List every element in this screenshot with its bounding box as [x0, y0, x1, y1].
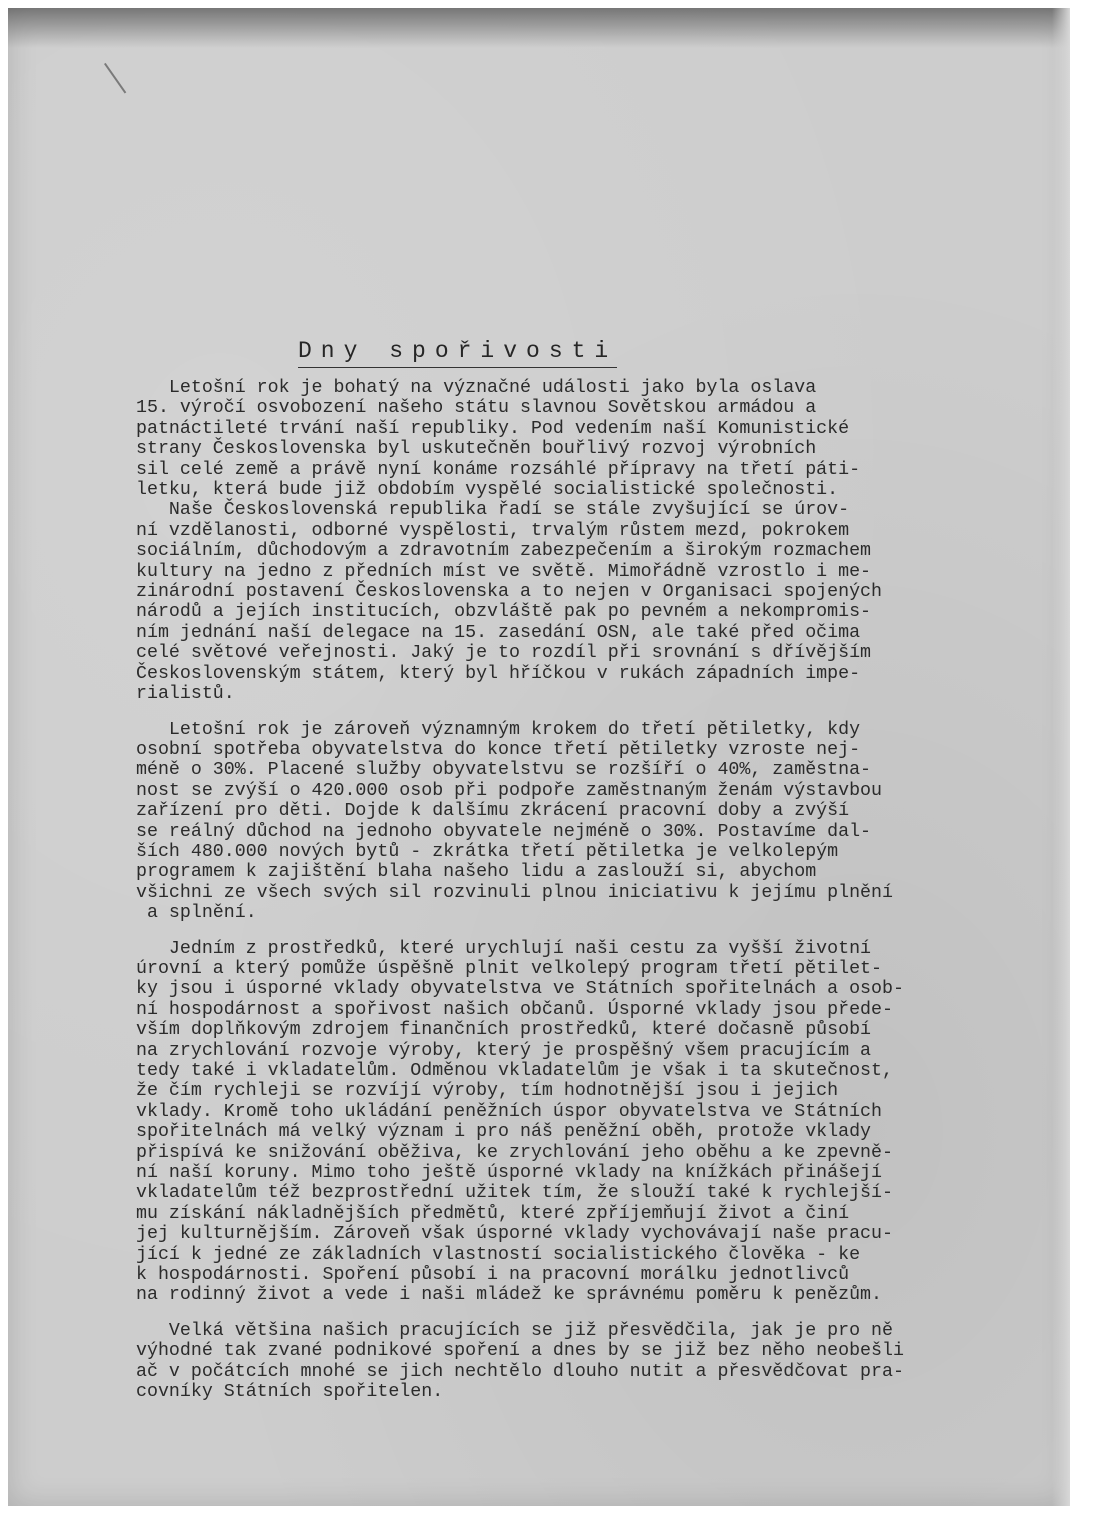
text-line: přispívá ke snižování oběživa, ke zrychlování jeho oběhu a ke zpevně- — [136, 1142, 893, 1163]
text-line: jej kulturnějším. Zároveň však úsporné vklady vychovávají naše pracu- — [136, 1224, 893, 1245]
text-line: ní naší koruny. Mimo toho ještě úsporné vklady na knížkách přinášejí — [136, 1163, 882, 1184]
text-line: letku, která bude již obdobím vyspělé socialistické společnosti. — [136, 480, 839, 501]
document-body — [136, 378, 1031, 1418]
text-line: Velká většina našich pracujících se již přesvědčila, jak je pro ně — [136, 1320, 893, 1341]
text-line: sociálním, důchodovým a zdravotním zabezpečením a širokým rozmachem — [136, 541, 872, 562]
text-line: tedy také i vkladatelům. Odměnou vkladatelům je však i ta skutečnost, — [136, 1061, 893, 1081]
text-line: méně o 30%. Placené služby obyvatelstvu se rozšíří o 40%, zaměstna- — [136, 760, 872, 781]
paragraph-3 — [136, 939, 1031, 1306]
text-line: zinárodní postavení Československa a to nejen v Organisaci spojených — [136, 582, 882, 603]
text-line: Letošní rok je bohatý na význačné události jako byla oslava — [136, 378, 817, 398]
text-line: ky jsou i úsporné vklady obyvatelstva ve Státních spořitelnách a osob- — [136, 979, 904, 1000]
text-line: národů a jejích institucích, obzvláště pak po pevném a nekompromis- — [136, 602, 872, 623]
paragraph-1 — [136, 378, 1031, 705]
paragraph-2 — [136, 720, 1031, 924]
text-line: patnáctileté trvání naší republiky. Pod vedením naší Komunistické — [136, 418, 850, 439]
text-line: mu získání nákladnějších předmětů, které zpříjemňují život a činí — [136, 1203, 850, 1224]
text-line: celé světové veřejnosti. Jaký je to rozdíl při srovnání s dřívějším — [136, 643, 872, 664]
text-line: strany Československa byl uskutečněn bouřlivý rozvoj výrobních — [136, 439, 817, 460]
text-line: spořitelnách má velký význam i pro náš peněžní oběh, protože vklady — [136, 1122, 872, 1143]
text-line: ní hospodárnost a spořivost našich občanů. Úsporné vklady jsou přede- — [136, 999, 893, 1020]
text-line: a splnění. — [136, 903, 257, 924]
text-line: jící k jedné ze základních vlastností socialistického člověka - ke — [136, 1244, 861, 1265]
text-line: výhodné tak zvané podnikové spoření a dnes by se již bez něho neobešli — [136, 1341, 904, 1362]
text-line: Letošní rok je zároveň významným krokem do třetí pětiletky, kdy — [136, 719, 861, 740]
text-line: sil celé země a právě nyní konáme rozsáhlé přípravy na třetí páti- — [136, 459, 861, 480]
scan-top-edge — [8, 8, 1070, 48]
text-line: ač v počátcích mnohé se jich nechtělo dlouho nutit a přesvědčovat pra- — [136, 1361, 904, 1382]
text-line: covníky Státních spořitelen. — [136, 1382, 444, 1403]
text-line: osobní spotřeba obyvatelstva do konce třetí pětiletky vzroste nej- — [136, 739, 861, 760]
text-line: rialistů. — [136, 684, 235, 705]
text-line: 15. výročí osvobození našeho státu slavnou Sovětskou armádou a — [136, 398, 817, 419]
document-title: Dny spořivosti — [298, 338, 617, 368]
text-line: ších 480.000 nových bytů - zkrátka třetí pětiletka je velkolepým — [136, 841, 839, 862]
text-line: vším doplňkovým zdrojem finančních prostředků, které dočasně působí — [136, 1020, 872, 1041]
text-line: na rodinný život a vede i naši mládež ke správnému poměru k penězům. — [136, 1285, 882, 1306]
text-line: že čím rychleji se rozvíjí výroby, tím hodnotnější jsou i jejich — [136, 1081, 839, 1102]
paragraph-4 — [136, 1321, 1031, 1403]
document-page — [8, 8, 1070, 1506]
text-line: kultury na jedno z předních míst ve světě. Mimořádně vzrostlo i me- — [136, 561, 872, 582]
text-line: na zrychlování rozvoje výroby, který je prospěšný všem pracujícím a — [136, 1040, 872, 1061]
text-line: zařízení pro děti. Dojde k dalšímu zkrácení pracovní doby a zvýší — [136, 801, 850, 822]
text-line: všichni ze všech svých sil rozvinuli plnou iniciativu k jejímu plnění — [136, 882, 893, 903]
text-line: programem k zajištění blaha našeho lidu a zaslouží si, abychom — [136, 862, 817, 883]
text-line: ní vzdělanosti, odborné vyspělosti, trvalým růstem mezd, pokrokem — [136, 520, 850, 541]
text-line: nost se zvýší o 420.000 osob při podpoře zaměstnaným ženám výstavbou — [136, 780, 882, 801]
text-line: Československým státem, který byl hříčkou v rukách západních impe- — [136, 663, 861, 684]
text-line: úrovní a který pomůže úspěšně plnit velkolepý program třetí pětilet- — [136, 958, 882, 979]
text-line: vklady. Kromě toho ukládání peněžních úspor obyvatelstva ve Státních — [136, 1101, 882, 1122]
text-line: Naše Československá republika řadí se stále zvyšující se úrov- — [136, 500, 850, 521]
pen-mark — [104, 55, 138, 94]
text-line: Jedním z prostředků, které urychlují naši cestu za vyšší životní — [136, 938, 872, 959]
scan-right-edge — [1052, 8, 1070, 1506]
text-line: k hospodárnosti. Spoření působí i na pracovní morálku jednotlivců — [136, 1265, 850, 1286]
text-line: vkladatelům též bezprostřední užitek tím, že slouží také k rychlejší- — [136, 1183, 893, 1204]
text-line: se reálný důchod na jednoho obyvatele nejméně o 30%. Postavíme dal- — [136, 821, 872, 842]
text-line: ním jednání naší delegace na 15. zasedání OSN, ale také před očima — [136, 622, 861, 643]
